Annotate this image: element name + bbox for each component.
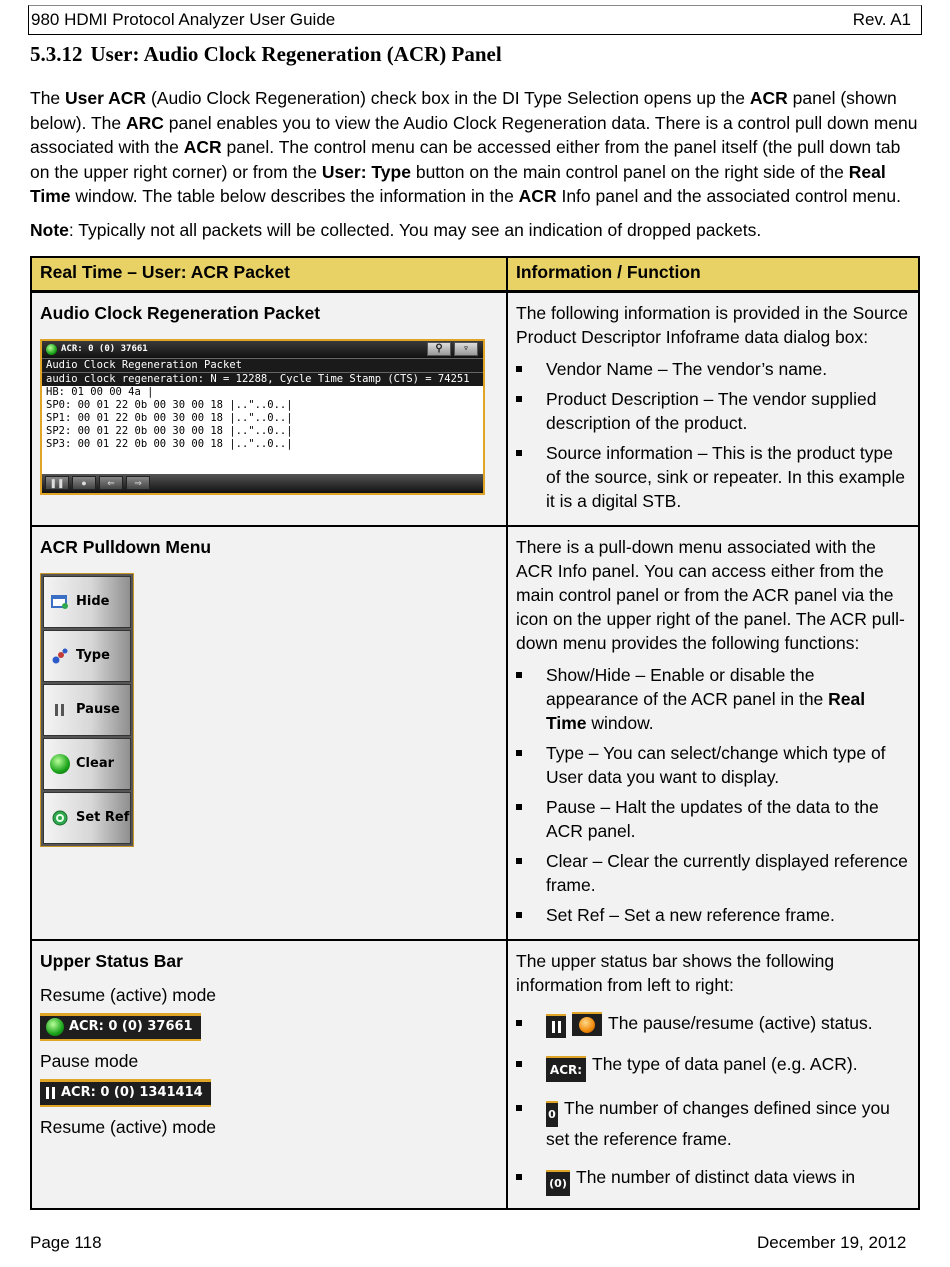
section-number: 5.3.12 [30,42,83,66]
list-item: Source information – This is the product type of the source, sink or repeater. In this example it is a digital STB. [516,441,910,513]
acr-type-icon: ACR: [546,1056,586,1082]
page-header [28,5,922,35]
list-item: Product Description – The vendor supplied description of the product. [516,387,910,435]
header-revision: Rev. A1 [852,10,911,29]
status-bar-resume: ACR: 0 (0) 37661 [40,1013,201,1041]
pause-mode-label: Pause mode [40,1050,139,1071]
acr-packet-info-cell [507,291,919,526]
acr-panel-subheading: audio clock regeneration: N = 12288, Cycle Time Stamp (CTS) = 74251 [42,372,483,386]
acr-packet-cell [31,291,507,526]
note-text: : Typically not all packets will be collected. You may see an indication of dropped packets. [68,220,762,240]
row-intro: The following information is provided in the Source Product Descriptor Infoframe data dialog box: [516,302,909,347]
row-intro: The upper status bar shows the following information from left to right: [516,950,835,995]
dropdown-tab-icon[interactable]: ▿ [454,342,478,356]
back-arrow-button[interactable]: ⇐ [99,476,123,490]
list-item: Set Ref – Set a new reference frame. [516,903,910,927]
pause-status-icon [546,1014,566,1038]
search-icon[interactable]: ⚲ [427,342,451,356]
hide-icon [50,592,70,612]
status-bar-pause: ACR: 0 (0) 1341414 [40,1079,211,1107]
menu-item-set-ref[interactable]: Set Ref [43,792,131,844]
list-item: The pause/resume (active) status. [516,1011,910,1038]
section-title-text: User: Audio Clock Regeneration (ACR) Panel [90,42,502,66]
bullet-list [516,357,910,513]
list-item: Vendor Name – The vendor’s name. [516,357,910,381]
table-header-col2: Information / Function [507,257,919,291]
list-item: (0) The number of distinct data views in [516,1165,910,1196]
pause-icon [50,700,70,720]
bullet-list [516,663,910,927]
acr-panel-screenshot [40,339,485,495]
menu-item-clear[interactable]: Clear [43,738,131,790]
footer-date: December 19, 2012 [757,1233,907,1252]
acr-info-table [30,256,920,1210]
intro-paragraph: The User ACR (Audio Clock Regeneration) check box in the DI Type Selection opens up the ACR panel (shown below). The ARC panel enables you to view the Audio Clock Regeneration data. There is a control pull down menu associated with the ACR panel. The control menu can be accessed either from the panel itself (the pull down tab on the upper right corner) or from the User: Type button on the main control panel on the right side of the Real Time window. The table below describes the information in the ACR Info panel and the associated control menu. [30,88,918,206]
section-title [30,42,502,67]
bullet-list [516,1011,910,1196]
table-row [31,291,919,526]
acr-pulldown-menu [40,573,134,847]
green-ball-icon [50,754,70,774]
row-title: ACR Pulldown Menu [40,536,212,557]
list-item: 0 The number of changes defined since you set the reference frame. [516,1096,910,1151]
row-intro: There is a pull-down menu associated with the ACR Info panel. You can access either from the main control panel or from the ACR panel via the icon on the upper right of the panel. The ACR pull-down menu provides the following functions: [516,536,905,653]
table-row [31,940,919,1209]
note-paragraph [30,218,922,242]
list-item: ACR: The type of data panel (e.g. ACR). [516,1052,910,1082]
table-header-col1: Real Time – User: ACR Packet [31,257,507,291]
resume-status-icon [572,1012,602,1036]
type-icon [50,646,70,666]
row-title: Audio Clock Regeneration Packet [40,302,321,323]
resume-mode-label: Resume (active) mode [40,1116,217,1137]
active-status-icon [46,344,57,355]
target-icon [50,808,70,828]
status-bar-cell [31,940,507,1209]
list-item: Show/Hide – Enable or disable the appearance of the ACR panel in the Real Time window. [516,663,910,735]
menu-item-pause[interactable]: Pause [43,684,131,736]
header-title: 980 HDMI Protocol Analyzer User Guide [31,10,336,29]
list-item: Type – You can select/change which type of User data you want to display. [516,741,910,789]
active-status-icon [46,1018,64,1036]
list-item: Pause – Halt the updates of the data to the ACR panel. [516,795,910,843]
forward-arrow-button[interactable]: ⇒ [126,476,150,490]
acr-panel-toolbar [42,474,483,493]
acr-data-line: SP3: 00 01 22 0b 00 30 00 18 |.."..0..| [46,437,293,450]
row-title: Upper Status Bar [40,950,183,971]
record-button[interactable]: ● [72,476,96,490]
change-count-icon: 0 [546,1101,558,1127]
pause-icon [46,1087,55,1099]
page-number: Page 118 [30,1233,102,1252]
acr-data-line: SP0: 00 01 22 0b 00 30 00 18 |.."..0..| [46,398,293,411]
table-header-row [31,257,919,291]
acr-data-line: SP1: 00 01 22 0b 00 30 00 18 |.."..0..| [46,411,293,424]
list-item: Clear – Clear the currently displayed reference frame. [516,849,910,897]
data-views-icon: (0) [546,1170,570,1196]
pause-button[interactable]: ❚❚ [45,476,69,490]
table-row [31,526,919,940]
resume-mode-label: Resume (active) mode [40,984,217,1005]
menu-item-hide[interactable]: Hide [43,576,131,628]
acr-panel-heading: Audio Clock Regeneration Packet [42,358,483,372]
menu-item-type[interactable]: Type [43,630,131,682]
status-bar-info-cell [507,940,919,1209]
pulldown-menu-cell [31,526,507,940]
acr-data-line: SP2: 00 01 22 0b 00 30 00 18 |.."..0..| [46,424,293,437]
note-label: Note [30,220,69,240]
pulldown-info-cell [507,526,919,940]
acr-data-line: HB: 01 00 00 4a | [46,385,154,398]
acr-panel-status-text: ACR: 0 (0) 37661 [61,344,148,354]
acr-panel-titlebar [42,341,483,358]
